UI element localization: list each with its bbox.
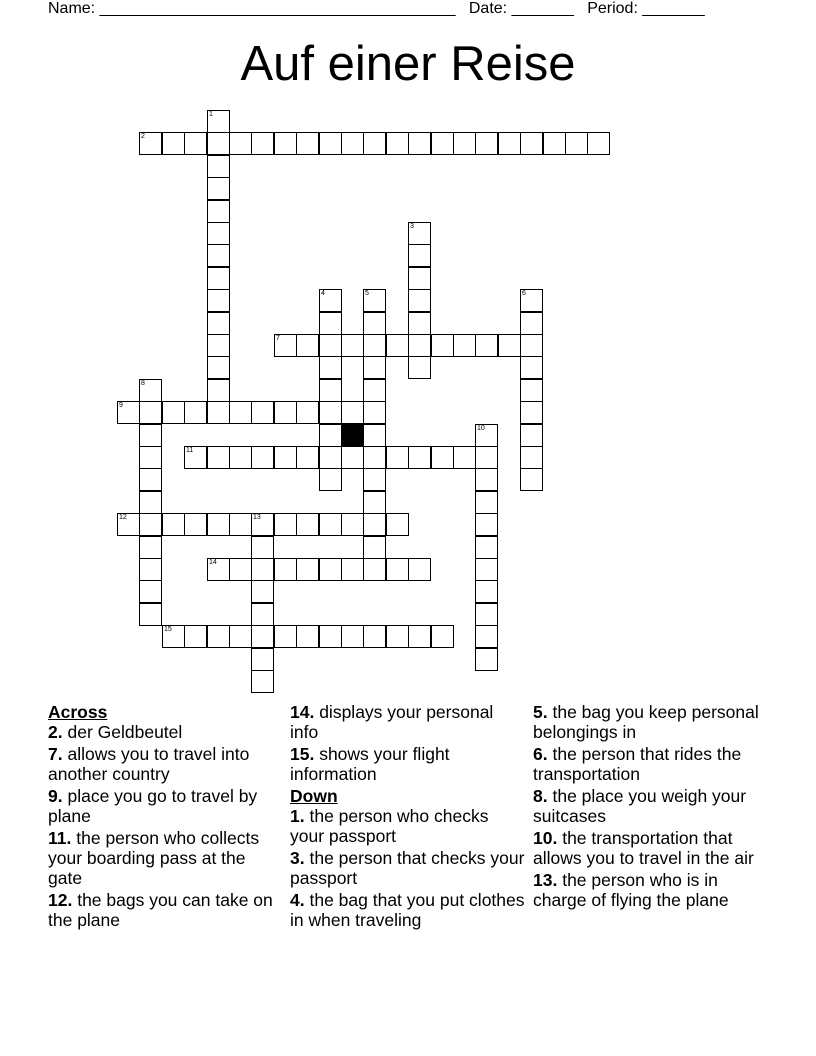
crossword-cell[interactable]	[207, 177, 230, 200]
crossword-cell[interactable]	[341, 132, 364, 155]
clue-across-7	[48, 744, 284, 784]
crossword-cell[interactable]	[520, 446, 543, 469]
crossword-cell[interactable]	[319, 289, 342, 312]
crossword-cell[interactable]	[363, 491, 386, 514]
clue-number: 9.	[48, 786, 63, 806]
crossword-cell[interactable]	[296, 558, 319, 581]
clue-down-8	[533, 786, 769, 826]
crossword-cell[interactable]	[363, 536, 386, 559]
crossword-cell[interactable]	[319, 401, 342, 424]
crossword-cell[interactable]	[229, 513, 252, 536]
crossword-cell[interactable]	[475, 132, 498, 155]
crossword-cell[interactable]	[475, 558, 498, 581]
crossword-cell[interactable]	[296, 625, 319, 648]
crossword-cell[interactable]	[341, 401, 364, 424]
crossword-cell[interactable]	[408, 356, 431, 379]
clue-number: 4.	[290, 890, 305, 910]
crossword-cell[interactable]	[520, 289, 543, 312]
crossword-cell[interactable]	[363, 401, 386, 424]
clue-text: the person who checks your passport	[290, 806, 489, 846]
crossword-cell[interactable]	[251, 625, 274, 648]
crossword-cell[interactable]	[319, 446, 342, 469]
crossword-cell[interactable]	[117, 401, 140, 424]
crossword-cell[interactable]	[162, 625, 185, 648]
crossword-cell[interactable]	[475, 513, 498, 536]
crossword-cell[interactable]	[543, 132, 566, 155]
period-label: Period:	[587, 0, 638, 17]
crossword-cell[interactable]	[498, 132, 521, 155]
crossword-cell[interactable]	[431, 625, 454, 648]
clue-text: the person who collects your boarding pass at the gate	[48, 828, 260, 888]
crossword-cell[interactable]	[117, 513, 140, 536]
crossword-cell[interactable]	[341, 513, 364, 536]
crossword-cell[interactable]	[475, 334, 498, 357]
crossword-cell[interactable]	[520, 401, 543, 424]
crossword-cell[interactable]	[520, 424, 543, 447]
clue-down-4	[290, 890, 526, 930]
cell-number: 2	[141, 133, 145, 140]
date-label: Date:	[468, 0, 508, 17]
crossword-cell[interactable]	[207, 244, 230, 267]
crossword-cell[interactable]	[251, 401, 274, 424]
crossword-cell[interactable]	[139, 379, 162, 402]
clue-number: 1.	[290, 806, 305, 826]
clue-across-9	[48, 786, 284, 826]
clue-text: der Geldbeutel	[67, 722, 183, 742]
crossword-cell[interactable]	[363, 513, 386, 536]
crossword-cell[interactable]	[386, 558, 409, 581]
crossword-cell[interactable]	[408, 334, 431, 357]
clue-number: 14.	[290, 702, 315, 722]
clues-column-1	[48, 702, 284, 932]
crossword-cell[interactable]	[184, 513, 207, 536]
clue-text: the bag you keep personal belongings in	[533, 702, 759, 742]
crossword-cell[interactable]	[319, 379, 342, 402]
down-heading: Down	[290, 786, 338, 806]
crossword-cell[interactable]	[274, 334, 297, 357]
clue-text: the person that rides the transportation	[533, 744, 742, 784]
crossword-cell[interactable]	[139, 468, 162, 491]
crossword-cell[interactable]	[207, 334, 230, 357]
crossword-cell[interactable]	[296, 401, 319, 424]
name-label: Name:	[48, 0, 96, 17]
crossword-cell[interactable]	[139, 513, 162, 536]
crossword-cell[interactable]	[475, 580, 498, 603]
crossword-cell[interactable]	[251, 670, 274, 693]
clue-number: 15.	[290, 744, 315, 764]
crossword-cell[interactable]	[475, 603, 498, 626]
clue-across-11	[48, 828, 284, 888]
crossword-cell[interactable]	[408, 312, 431, 335]
clue-number: 6.	[533, 744, 548, 764]
crossword-cell[interactable]	[319, 513, 342, 536]
crossword-cell[interactable]	[274, 513, 297, 536]
crossword-cell[interactable]	[162, 513, 185, 536]
crossword-cell[interactable]	[162, 401, 185, 424]
clue-number: 13.	[533, 870, 558, 890]
crossword-cell[interactable]	[341, 625, 364, 648]
crossword-cell[interactable]	[207, 356, 230, 379]
crossword-cell[interactable]	[363, 424, 386, 447]
across-heading: Across	[48, 702, 108, 722]
crossword-cell[interactable]	[296, 132, 319, 155]
crossword-cell[interactable]	[319, 424, 342, 447]
crossword-cell[interactable]	[386, 625, 409, 648]
clues-column-3	[533, 702, 769, 912]
clue-down-1	[290, 806, 526, 846]
crossword-cell[interactable]	[229, 625, 252, 648]
clue-number: 8.	[533, 786, 548, 806]
crossword-cell[interactable]	[319, 558, 342, 581]
crossword-cell[interactable]	[475, 536, 498, 559]
crossword-cell[interactable]	[408, 558, 431, 581]
crossword-cell[interactable]	[207, 267, 230, 290]
crossword-cell[interactable]	[453, 334, 476, 357]
crossword-cell[interactable]	[520, 379, 543, 402]
crossword-cell[interactable]	[475, 446, 498, 469]
crossword-cell[interactable]	[184, 625, 207, 648]
crossword-cell[interactable]	[386, 446, 409, 469]
crossword-cell[interactable]	[319, 334, 342, 357]
crossword-cell[interactable]	[139, 558, 162, 581]
crossword-cell[interactable]	[408, 267, 431, 290]
crossword-cell[interactable]	[363, 312, 386, 335]
crossword-cell[interactable]	[162, 132, 185, 155]
cell-number: 7	[276, 335, 280, 342]
crossword-cell[interactable]	[587, 132, 610, 155]
crossword-cell[interactable]	[431, 132, 454, 155]
crossword-cell[interactable]	[207, 625, 230, 648]
crossword-cell[interactable]	[251, 513, 274, 536]
crossword-cell[interactable]	[363, 289, 386, 312]
crossword-cell[interactable]	[229, 446, 252, 469]
crossword-cell[interactable]	[386, 513, 409, 536]
crossword-cell[interactable]	[207, 558, 230, 581]
crossword-cell[interactable]	[520, 132, 543, 155]
clue-text: displays your personal info	[290, 702, 494, 742]
crossword-cell[interactable]	[207, 110, 230, 133]
crossword-cell[interactable]	[274, 558, 297, 581]
crossword-cell[interactable]	[475, 491, 498, 514]
crossword-cell[interactable]	[520, 312, 543, 335]
date-blank[interactable]: _______	[511, 0, 574, 17]
cell-number: 4	[321, 290, 325, 297]
crossword-cell[interactable]	[139, 424, 162, 447]
clue-across-12	[48, 890, 284, 930]
crossword-cell[interactable]	[229, 558, 252, 581]
crossword-cell[interactable]	[363, 625, 386, 648]
page-title: Auf einer Reise	[240, 37, 576, 91]
crossword-cell[interactable]	[207, 289, 230, 312]
cell-number: 13	[253, 514, 261, 521]
crossword-cell[interactable]	[408, 289, 431, 312]
crossword-cell[interactable]	[520, 334, 543, 357]
crossword-cell[interactable]	[319, 312, 342, 335]
crossword-cell[interactable]	[341, 334, 364, 357]
crossword-cell[interactable]	[207, 513, 230, 536]
crossword-cell[interactable]	[207, 379, 230, 402]
crossword-cell[interactable]	[296, 446, 319, 469]
crossword-cell[interactable]	[520, 356, 543, 379]
crossword-cell[interactable]	[296, 334, 319, 357]
cell-number: 6	[522, 290, 526, 297]
crossword-cell[interactable]	[274, 401, 297, 424]
crossword-cell[interactable]	[386, 132, 409, 155]
crossword-cell[interactable]	[207, 155, 230, 178]
crossword-cell[interactable]	[363, 356, 386, 379]
crossword-cell[interactable]	[363, 446, 386, 469]
crossword-cell[interactable]	[184, 401, 207, 424]
clue-down-6	[533, 744, 769, 784]
cell-number: 5	[365, 290, 369, 297]
clue-number: 12.	[48, 890, 73, 910]
crossword-cell[interactable]	[207, 401, 230, 424]
clue-number: 5.	[533, 702, 548, 722]
clue-text: the bags you can take on the plane	[48, 890, 273, 930]
crossword-cell[interactable]	[251, 648, 274, 671]
crossword-cell[interactable]	[229, 401, 252, 424]
clue-down-10	[533, 828, 769, 868]
crossword-cell[interactable]	[475, 424, 498, 447]
crossword-cell[interactable]	[139, 132, 162, 155]
clue-text: the person that checks your passport	[290, 848, 525, 888]
period-blank[interactable]: _______	[642, 0, 705, 17]
clue-number: 2.	[48, 722, 63, 742]
crossword-cell[interactable]	[475, 625, 498, 648]
crossword-cell[interactable]	[139, 401, 162, 424]
clue-text: the bag that you put clothes in when traveling	[290, 890, 525, 930]
clue-across-15	[290, 744, 526, 784]
crossword-cell[interactable]	[139, 603, 162, 626]
crossword-cell[interactable]	[139, 446, 162, 469]
crossword-cell[interactable]	[453, 132, 476, 155]
crossword-cell[interactable]	[363, 379, 386, 402]
clue-number: 7.	[48, 744, 63, 764]
crossword-cell[interactable]	[207, 312, 230, 335]
crossword-cell[interactable]	[408, 625, 431, 648]
cell-number: 8	[141, 380, 145, 387]
crossword-cell[interactable]	[386, 334, 409, 357]
clue-text: the transportation that allows you to travel in the air	[533, 828, 754, 868]
crossword-cell[interactable]	[431, 446, 454, 469]
crossword-cell[interactable]	[251, 536, 274, 559]
crossword-cell[interactable]	[363, 132, 386, 155]
crossword-cell[interactable]	[184, 132, 207, 155]
crossword-cell[interactable]	[139, 491, 162, 514]
cell-number: 9	[119, 402, 123, 409]
crossword-cell[interactable]	[229, 132, 252, 155]
crossword-cell[interactable]	[498, 334, 521, 357]
crossword-cell[interactable]	[274, 132, 297, 155]
crossword-cell[interactable]	[207, 446, 230, 469]
name-blank[interactable]: ________________________________________	[99, 0, 456, 17]
crossword-cell[interactable]	[408, 132, 431, 155]
crossword-cell[interactable]	[207, 132, 230, 155]
clue-across-14	[290, 702, 526, 742]
crossword-cell[interactable]	[408, 222, 431, 245]
crossword-cell[interactable]	[408, 244, 431, 267]
crossword-cell[interactable]	[363, 334, 386, 357]
crossword-cell[interactable]	[319, 356, 342, 379]
cell-number: 3	[410, 223, 414, 230]
crossword-cell[interactable]	[363, 558, 386, 581]
crossword-cell[interactable]	[296, 513, 319, 536]
crossword-cell[interactable]	[207, 200, 230, 223]
crossword-cell[interactable]	[251, 558, 274, 581]
crossword-cell[interactable]	[341, 558, 364, 581]
clue-text: the person who is in charge of flying the plane	[533, 870, 729, 910]
clue-text: place you go to travel by plane	[48, 786, 258, 826]
cell-number: 15	[164, 626, 172, 633]
crossword-cell[interactable]	[520, 468, 543, 491]
cell-number: 10	[477, 425, 485, 432]
crossword-cell[interactable]	[139, 536, 162, 559]
crossword-cell[interactable]	[453, 446, 476, 469]
crossword-cell[interactable]	[274, 625, 297, 648]
clues-column-2	[290, 702, 526, 932]
crossword-cell[interactable]	[139, 580, 162, 603]
clue-down-3	[290, 848, 526, 888]
clue-down-13	[533, 870, 769, 910]
crossword-cell[interactable]	[363, 468, 386, 491]
crossword-block-cell	[341, 424, 364, 447]
crossword-cell[interactable]	[319, 625, 342, 648]
cell-number: 12	[119, 514, 127, 521]
crossword-cell[interactable]	[207, 222, 230, 245]
clue-number: 3.	[290, 848, 305, 868]
crossword-cell[interactable]	[251, 603, 274, 626]
clue-text: allows you to travel into another country	[48, 744, 250, 784]
crossword-cell[interactable]	[565, 132, 588, 155]
crossword-cell[interactable]	[251, 580, 274, 603]
clue-number: 11.	[48, 828, 72, 848]
crossword-cell[interactable]	[251, 132, 274, 155]
crossword-cell[interactable]	[319, 132, 342, 155]
clue-across-2	[48, 722, 284, 742]
cell-number: 14	[209, 559, 217, 566]
crossword-cell[interactable]	[251, 446, 274, 469]
crossword-cell[interactable]	[475, 648, 498, 671]
crossword-cell[interactable]	[341, 446, 364, 469]
crossword-cell[interactable]	[431, 334, 454, 357]
crossword-cell[interactable]	[184, 446, 207, 469]
crossword-cell[interactable]	[408, 446, 431, 469]
clue-text: shows your flight information	[290, 744, 450, 784]
crossword-cell[interactable]	[274, 446, 297, 469]
cell-number: 1	[209, 111, 213, 118]
crossword-cell[interactable]	[319, 468, 342, 491]
clue-text: the place you weigh your suitcases	[533, 786, 747, 826]
crossword-cell[interactable]	[475, 468, 498, 491]
clue-number: 10.	[533, 828, 558, 848]
cell-number: 11	[186, 447, 194, 454]
clue-down-5	[533, 702, 769, 742]
